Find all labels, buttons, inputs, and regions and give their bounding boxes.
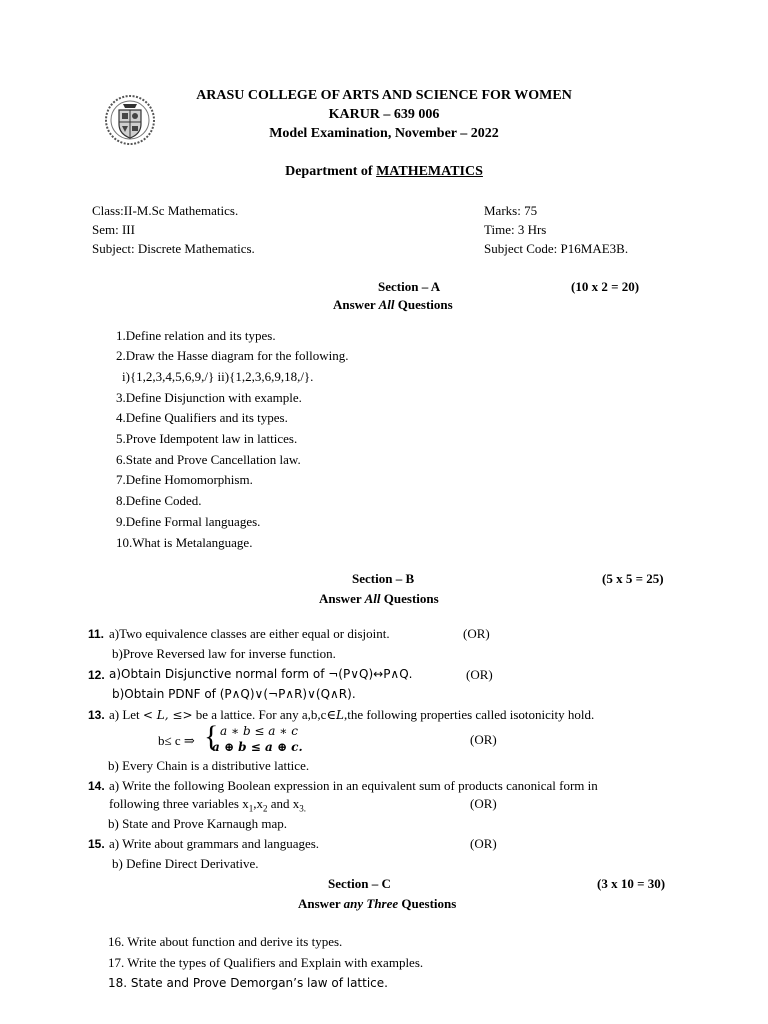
isotonicity-line-2: a ⊕ b ≤ a ⊕ c.	[212, 740, 303, 754]
question-3: 3.Define Disjunction with example.	[116, 390, 302, 405]
question-4: 4.Define Qualifiers and its types.	[116, 410, 288, 425]
question-16: 16. Write about function and derive its types.	[108, 934, 343, 949]
section-b-marks: (5 x 5 = 25)	[602, 571, 664, 586]
marks-info: Marks: 75	[484, 203, 538, 218]
question-8: 8.Define Coded.	[116, 493, 202, 508]
time-info: Time: 3 Hrs	[484, 222, 547, 237]
question-12-number: 12.	[88, 668, 105, 682]
question-13a: a) Let < L, ≤> be a lattice. For any a,b,c∈L,the following properties called isotonicity hold.	[109, 707, 595, 722]
question-2: 2.Draw the Hasse diagram for the following.	[116, 348, 349, 363]
section-b-instruction: Answer All Questions	[319, 591, 439, 606]
question-13b: b) Every Chain is a distributive lattice.	[108, 758, 310, 773]
department-name: MATHEMATICS	[376, 164, 483, 179]
question-2-sets: i){1,2,3,4,5,6,9,/} ii){1,2,3,6,9,18,/}.	[122, 369, 314, 384]
question-1: 1.Define relation and its types.	[116, 328, 276, 343]
or-label: (OR)	[463, 626, 490, 641]
question-7: 7.Define Homomorphism.	[116, 472, 253, 487]
question-15a: a) Write about grammars and languages.	[109, 836, 320, 851]
question-9: 9.Define Formal languages.	[116, 514, 261, 529]
isotonicity-lhs: b≤ c ⇒	[158, 733, 195, 748]
section-a-instruction: Answer All Questions	[333, 297, 453, 312]
question-14a-line-1: a) Write the following Boolean expression in an equivalent sum of products canonical form in	[109, 778, 598, 793]
subject-info: Subject: Discrete Mathematics.	[92, 241, 255, 256]
question-13-number: 13.	[88, 708, 105, 722]
section-c-title: Section – C	[328, 876, 391, 891]
question-14a-line-2: following three variables $x_1,x_2$ and $x_{3.}$	[109, 796, 306, 814]
question-14b: b) State and Prove Karnaugh map.	[108, 816, 288, 831]
question-18: 18. State and Prove Demorgan’s law of lattice.	[108, 976, 388, 990]
section-c-marks: (3 x 10 = 30)	[597, 876, 666, 891]
question-6: 6.State and Prove Cancellation law.	[116, 452, 301, 467]
question-17: 17. Write the types of Qualifiers and Explain with examples.	[108, 955, 424, 970]
curly-brace-icon: {	[204, 720, 219, 753]
question-11a: a)Two equivalence classes are either equal or disjoint.	[109, 626, 390, 641]
question-12a: a)Obtain Disjunctive normal form of ¬(P∨Q)↔P∧Q.	[109, 667, 413, 681]
college-name: ARASU COLLEGE OF ARTS AND SCIENCE FOR WOMEN	[196, 88, 572, 103]
section-a-title: Section – A	[378, 279, 441, 294]
or-label: (OR)	[466, 667, 493, 682]
or-label: (OR)	[470, 836, 497, 851]
question-15b: b) Define Direct Derivative.	[112, 856, 259, 871]
or-label: (OR)	[470, 796, 497, 811]
sem-info: Sem: III	[92, 222, 135, 237]
question-14-number: 14.	[88, 779, 105, 793]
college-location: KARUR – 639 006	[328, 107, 440, 122]
exam-title: Model Examination, November – 2022	[269, 126, 499, 141]
subject-code-info: Subject Code: P16MAE3B.	[484, 241, 629, 256]
question-15-number: 15.	[88, 837, 105, 851]
department-heading	[0, 164, 768, 180]
question-10: 10.What is Metalanguage.	[116, 535, 253, 550]
question-5: 5.Prove Idempotent law in lattices.	[116, 431, 298, 446]
class-info: Class:II-M.Sc Mathematics.	[92, 203, 239, 218]
isotonicity-line-1: a ∗ b ≤ a ∗ c	[220, 724, 298, 738]
question-11-number: 11.	[88, 627, 105, 641]
section-a-marks: (10 x 2 = 20)	[571, 279, 640, 294]
question-11b: b)Prove Reversed law for inverse function.	[112, 646, 336, 661]
section-b-title: Section – B	[352, 571, 415, 586]
question-12b: b)Obtain PDNF of (P∧Q)∨(¬P∧R)∨(Q∧R).	[112, 687, 356, 701]
department-label: Department of	[285, 164, 373, 179]
section-c-instruction: Answer any Three Questions	[298, 896, 457, 911]
or-label: (OR)	[470, 732, 497, 747]
